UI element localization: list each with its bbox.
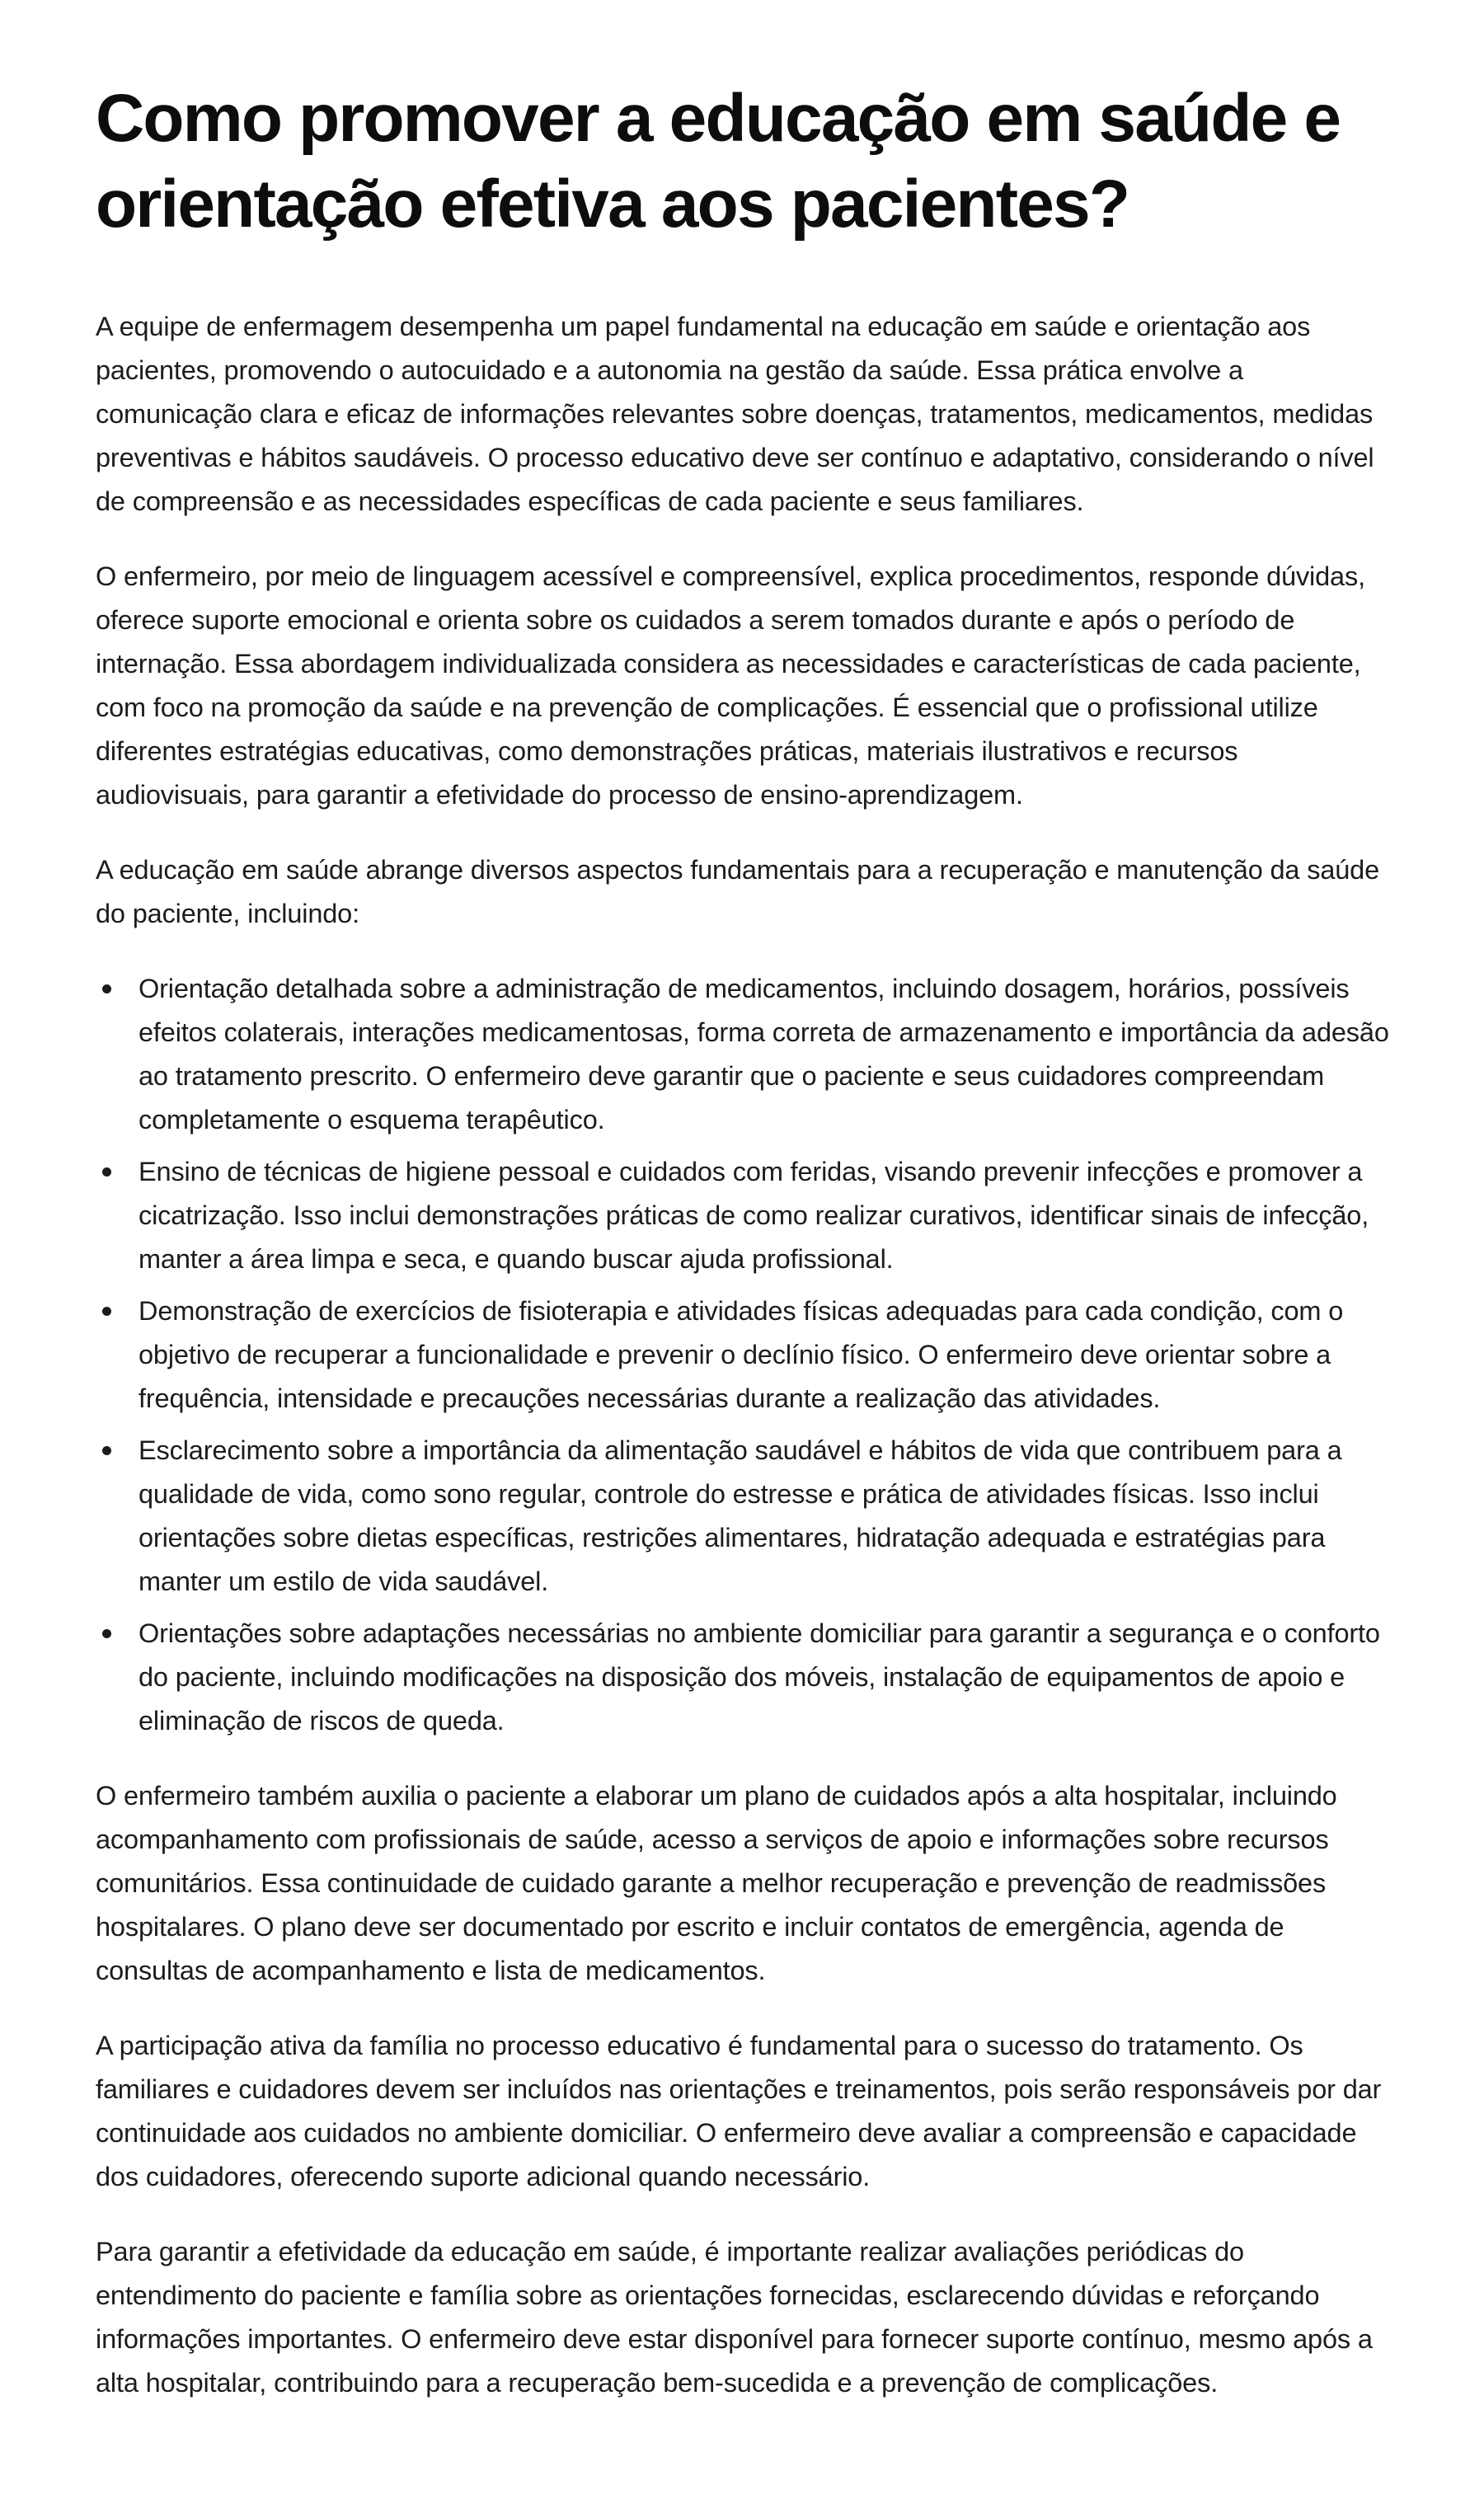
bullet-dot-icon <box>102 1307 111 1316</box>
paragraph-intro-2: O enfermeiro, por meio de linguagem acessível e compreensível, explica procedimentos, responde dúvidas, oferece suporte emocional e orienta sobre os cuidados a serem tomados durante e após o período de internação. Essa abordagem individualizada considera as necessidades e características de cada paciente, com foco na promoção da saúde e na prevenção de complicações. É essencial que o profissional utilize diferentes estratégias educativas, como demonstrações práticas, materiais ilustrativos e recursos audiovisuais, para garantir a efetividade do processo de ensino-aprendizagem. <box>96 561 1365 810</box>
bullet-dot-icon <box>102 984 111 993</box>
list-item <box>96 1612 1393 1743</box>
bullet-list <box>96 967 1393 1743</box>
paragraph-outro-3: Para garantir a efetividade da educação em saúde, é importante realizar avaliações periódicas do entendimento do paciente e família sobre as orientações fornecidas, esclarecendo dúvidas e reforçando informações importantes. O enfermeiro deve estar disponível para fornecer suporte contínuo, mesmo após a alta hospitalar, contribuindo para a recuperação bem-sucedida e a prevenção de complicações. <box>96 2237 1373 2398</box>
bullet-dot-icon <box>102 1446 111 1455</box>
list-item <box>96 1150 1393 1281</box>
paragraph-intro-1: A equipe de enfermagem desempenha um papel fundamental na educação em saúde e orientação aos pacientes, promovendo o autocuidado e a autonomia na gestão da saúde. Essa prática envolve a comunicação clara e eficaz de informações relevantes sobre doenças, tratamentos, medicamentos, medidas preventivas e hábitos saudáveis. O processo educativo deve ser contínuo e adaptativo, considerando o nível de compreensão e as necessidades específicas de cada paciente e seus familiares. <box>96 312 1374 516</box>
paragraph-outro-1: O enfermeiro também auxilia o paciente a elaborar um plano de cuidados após a alta hospitalar, incluindo acompanhamento com profissionais de saúde, acesso a serviços de apoio e informações sobre recursos comunitários. Essa continuidade de cuidado garante a melhor recuperação e prevenção de readmissões hospitalares. O plano deve ser documentado por escrito e incluir contatos de emergência, agenda de consultas de acompanhamento e lista de medicamentos. <box>96 1781 1337 1985</box>
article <box>96 76 1393 2436</box>
list-item-text: Esclarecimento sobre a importância da alimentação saudável e hábitos de vida que contribuem para a qualidade de vida, como sono regular, controle do estresse e prática de atividades físicas. Isso inclui orientações sobre dietas específicas, restrições alimentares, hidratação adequada e estratégias para manter um estilo de vida saudável. <box>139 1435 1342 1596</box>
list-item-text: Demonstração de exercícios de fisioterapia e atividades físicas adequadas para cada condição, com o objetivo de recuperar a funcionalidade e prevenir o declínio físico. O enfermeiro deve orientar sobre a frequência, intensidade e precauções necessárias durante a realização das atividades. <box>139 1296 1344 1413</box>
list-item <box>96 967 1393 1142</box>
paragraph-outro-2: A participação ativa da família no processo educativo é fundamental para o sucesso do tratamento. Os familiares e cuidadores devem ser incluídos nas orientações e treinamentos, pois serão responsáveis por dar continuidade aos cuidados no ambiente domiciliar. O enfermeiro deve avaliar a compreensão e capacidade dos cuidadores, oferecendo suporte adicional quando necessário. <box>96 2031 1382 2191</box>
page-title: Como promover a educação em saúde e orientação efetiva aos pacientes? <box>96 81 1341 242</box>
bullet-dot-icon <box>102 1167 111 1177</box>
list-item <box>96 1429 1393 1604</box>
list-item-text: Ensino de técnicas de higiene pessoal e cuidados com feridas, visando prevenir infecções e promover a cicatrização. Isso inclui demonstrações práticas de como realizar curativos, identificar sinais de infecção, manter a área limpa e seca, e quando buscar ajuda profissional. <box>139 1157 1369 1274</box>
list-item-text: Orientação detalhada sobre a administração de medicamentos, incluindo dosagem, horários, possíveis efeitos colaterais, interações medicamentosas, forma correta de armazenamento e importância da adesão ao tratamento prescrito. O enfermeiro deve garantir que o paciente e seus cuidadores compreendam completamente o esquema terapêutico. <box>139 974 1389 1134</box>
list-item <box>96 1289 1393 1421</box>
paragraph-intro-3: A educação em saúde abrange diversos aspectos fundamentais para a recuperação e manutenção da saúde do paciente, incluindo: <box>96 855 1380 928</box>
bullet-dot-icon <box>102 1629 111 1638</box>
list-item-text: Orientações sobre adaptações necessárias no ambiente domiciliar para garantir a segurança e o conforto do paciente, incluindo modificações na disposição dos móveis, instalação de equipamentos de apoio e eliminação de riscos de queda. <box>139 1618 1380 1736</box>
